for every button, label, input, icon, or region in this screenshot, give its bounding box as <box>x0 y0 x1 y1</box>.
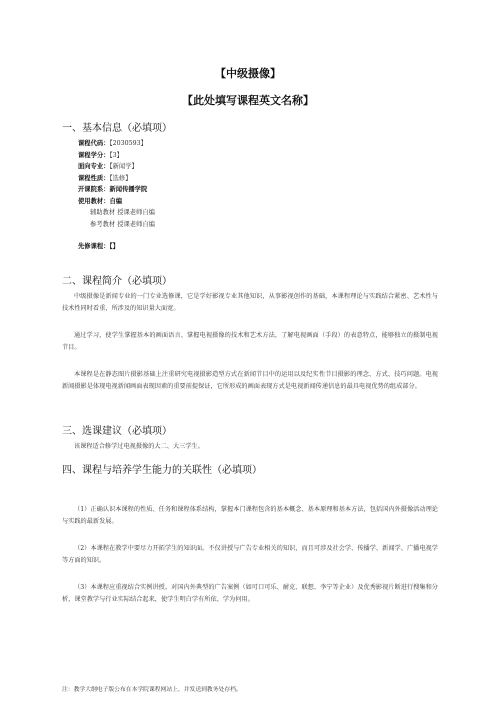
info-value: 【】 <box>109 243 119 250</box>
info-value: 【选修】 <box>109 174 132 182</box>
intro-paragraph-3: 本课程是在静态图片摄影基础上注重研究电视摄影造型方式在新闻节目中的运用以及纪实性节目摄影的理念、方式、技巧问题。电视新闻摄影是体现电视新闻画面表现因素的重要前提保证，它所形成的画面表现方式是电视新闻传递信息的最具电视优势的组成部分。 <box>62 371 438 391</box>
section-heading-abilities: 四、课程与培养学生能力的关联性（必填项） <box>62 465 262 476</box>
course-title: 【中级摄像】 <box>215 67 281 80</box>
section-heading-basic-info: 一、基本信息（必填项） <box>62 123 172 134</box>
info-row-credits <box>78 150 155 162</box>
info-label: 面向专业： <box>78 163 110 170</box>
ability-paragraph-3: （3）本课程应重视结合实例讲授。对国内外典型的广告案例（如可口可乐、耐克、联想、李宁等企业）及优秀影视片断进行搜集和分析，课堂教学与行业实际结合起来，使学生明白学有所依、学为何用。 <box>62 584 438 604</box>
info-label: 先修课程： <box>78 243 110 250</box>
info-label: 使用教材： <box>78 197 110 205</box>
aux-material: 辅助教材 授课老师自编 <box>90 209 155 216</box>
suggestion-paragraph: 该课程适合修学过电视摄像的大二、大三学生。 <box>74 443 204 450</box>
info-value: 【3】 <box>109 151 123 159</box>
info-row-course-code <box>78 138 155 150</box>
info-row-major <box>78 161 155 173</box>
info-value: 自编 <box>109 197 123 205</box>
info-row-course-type <box>78 173 155 185</box>
info-value: 【新闻学】 <box>109 163 138 170</box>
course-english-title: 【此处填写课程英文名称】 <box>182 94 314 107</box>
basic-info-block <box>78 138 155 253</box>
info-label: 课程学分： <box>78 151 110 159</box>
ability-paragraph-2: （2）本课程在教学中要尽力开拓学生的知识面。不仅讲授与广告专业相关的知识，而且可涉及社会学、传播学、新闻学、广播电视学等方面的知识。 <box>62 545 438 565</box>
info-label: 开课院系： <box>78 186 110 193</box>
footer-note: 注：教学大纲电子版公布在本学院课程网站上，并发送到教务处存档。 <box>62 687 242 693</box>
info-row-department <box>78 184 155 196</box>
info-label: 课程代码： <box>78 140 110 147</box>
info-label: 课程性质： <box>78 174 110 182</box>
intro-paragraph-1: 中级摄像是新闻专业的一门专业选修课，它是学好影视专业其他知识，从事影视创作的基础，本课程理论与实践结合紧密、艺术性与技术性同时看重，所涉及的知识量大面宽。 <box>62 293 438 313</box>
info-value: 新闻传播学院 <box>109 186 148 193</box>
info-value: 【2030593】 <box>109 140 147 147</box>
section-heading-intro: 二、课程简介（必填项） <box>62 276 172 287</box>
info-row-prerequisite <box>78 241 155 253</box>
ability-paragraph-1: （1）正确认识本课程的性质、任务和课程体系结构，掌握本门课程包含的基本概念、基本原理和基本方法，包括国内外摄像活动理论与实践的最新发展。 <box>62 506 438 526</box>
ref-material: 参考教材 授课老师自编 <box>90 220 155 228</box>
intro-paragraph-2: 通过学习，使学生掌握基本的画面语言、掌握电视摄像的技术和艺术方法，了解电视画面（手段）的表意特点，能够独立的摄制电视节目。 <box>62 332 438 352</box>
info-row-textbook <box>78 196 155 208</box>
section-heading-suggestion: 三、选课建议（必填项） <box>62 426 172 437</box>
